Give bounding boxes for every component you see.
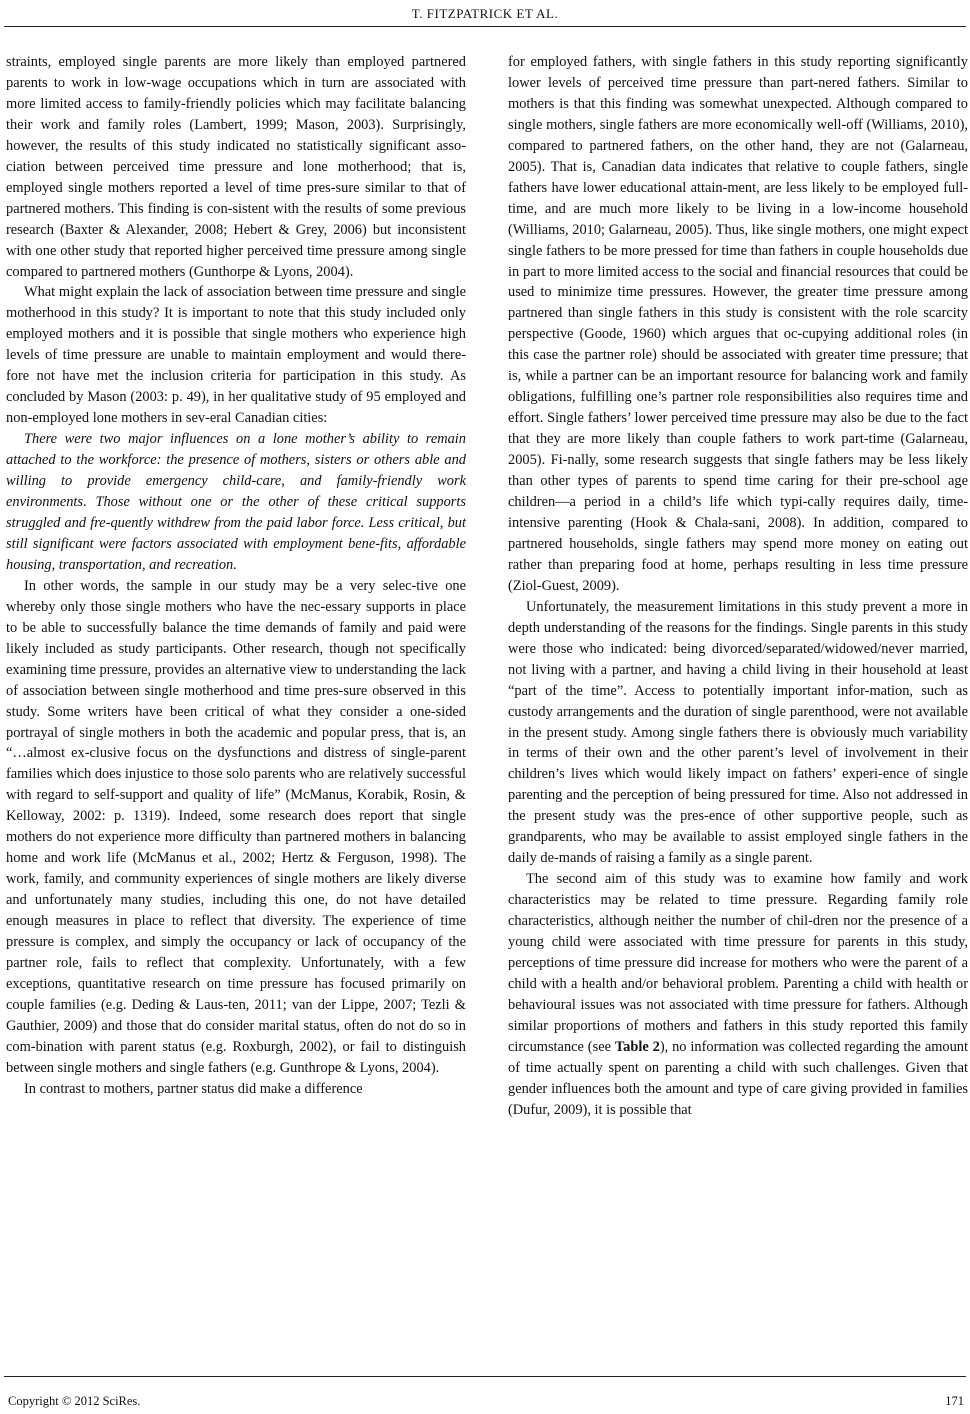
copyright-notice: Copyright © 2012 SciRes.: [8, 1394, 141, 1408]
quote-part-e: affordable housing: [6, 535, 466, 573]
quote-part-f: transportation: [55, 556, 142, 573]
quote-period: .: [83, 494, 87, 511]
right-paragraph-3-end: ), no information was collected regarding the amount of time actually spent on parenting a child with such challenges. Given that gender influences both the amount and type of care giving provided in families (Dufur, 2009), it is possible that: [508, 1038, 968, 1118]
quote-comma-2: ,: [439, 514, 444, 531]
left-paragraph-2: What might explain the lack of association between time pressure and single motherhood in this study? It is important to note that this study included only employed mothers and it is possible that single mothers who experience high levels of time pressure are unable to maintain employment and would there-fore not have met the inclusion criteria for participation in this study. As concluded by Mason (2003: p. 49), in her qualitative study of 95 employed and non-employed lone mothers in sev-eral Canadian cities:: [6, 284, 466, 427]
quote-part-d: but still significant were factors associated with employment bene-fits: [6, 514, 466, 552]
header-rule: [4, 26, 966, 27]
quote-comma-4: ,: [51, 556, 56, 573]
quote-part-a: There were two major influences on a lone mother’s ability to remain attached to the workforce: the presence of mothers, sisters or others able and willing to provide emergency child-care: [6, 431, 466, 490]
right-column: [508, 52, 968, 1121]
footer-rule: [4, 1376, 966, 1377]
left-paragraph-4: In contrast to mothers, partner status did make a difference: [24, 1080, 363, 1097]
left-paragraph-3: In other words, the sample in our study may be a very selec-tive one whereby only those single mothers who have the nec-essary supports in place to be able to successfully balance the time demands of family and paid were likely included as study participants. Other research, though not specifically examining time pressure, provides an alternative view to understanding the lack of association between single motherhood and time pres-sure observed in this study. Some writers have been critical of what they consider a one-sided portrayal of single mothers in both the academic and popular press, that is, an “…almost ex-clusive focus on the dysfunctions and distress of single-parent families which does injustice to those solo parents who are relatively successful with regard to self-support and quality of life” (McManus, Korabik, Rosin, & Kelloway, 2002: p. 1319). Indeed, some research does report that single mothers do not experience more difficulty than partnered mothers in balancing home and work life (McManus et al., 2002; Hertz & Ferguson, 1998). The work, family, and community experiences of single mothers are likely diverse and unfortunately many studies, including this one, do not have detailed enough measures in place to reflect that diversity. The experience of time pressure is complex, and simply the occupancy or lack of occupancy of the partner role, fails to reflect that complexity. Unfortunately, with a few exceptions, quantitative research on time pressure has focused primarily on couple families (e.g. Deding & Laus-ten, 2011; van der Lippe, 2007; Tezli & Gauthier, 2009) and those that do consider marital status, often do not do so in com-bination with parent status (e.g. Roxburgh, 2002), or fail to distinguish between single mothers and single fathers (e.g. Gunthrope & Lyons, 2004).: [6, 577, 466, 1076]
quote-comma-1: ,: [281, 473, 285, 490]
quote-comma-5: ,: [141, 556, 146, 573]
left-paragraph-1: straints, employed single parents are more likely than employed partnered parents to work in low-wage occupations which in turn are associated with more limited access to family-friendly policies which may facilitate balancing their work and family roles (Lambert, 1999; Mason, 2003). Surprisingly, however, the results of this study indicated no statistically significant asso-ciation between perceived time pressure and lone motherhood; that is, employed single mothers reported a level of time pres-sure similar to that of partnered mothers. This finding is con-sistent with the results of some previous research (Baxter & Alexander, 2008; Hebert & Grey, 2006) but inconsistent with one other study that reported higher perceived time pressure among single compared to partnered mothers (Gunthorpe & Lyons, 2004).: [6, 54, 466, 280]
right-paragraph-1: for employed fathers, with single fathers in this study reporting significantly lower levels of perceived time pressure than part-nered fathers. Similar to mothers is that this finding was somewhat unexpected. Although compared to single mothers, single fathers are more economically well-off (Williams, 2010), compared to partnered fathers, on the other hand, they are not (Galarneau, 2005). That is, Canadian data indicates that relative to couple fathers, single fathers have lower educational attain-ment, are less likely to be employed full-time, and are much more likely to be living in a low-income household (Williams, 2010; Galarneau, 2005). Thus, like single mothers, one might expect single fathers to be more pressed for time than fathers in couple households due in part to more limited access to the social and financial resources that could be used to minimize time pressures. However, the greater time pressure among partnered than single fathers in this study is consistent with the role scarcity perspective (Goode, 1960) which argues that oc-cupying additional roles (in this case the partner role) should be associated with greater time pressure; that is, while a partner can be an important resource for balancing work and family obligations, fulfilling one’s partner role responsibilities also requires time and effort. Single fathers’ lower perceived time pressure may also be due to the fact that they are more likely than couple fathers to work part-time (Galarneau, 2005). Fi-nally, some research suggests that single fathers may be less likely than other types of parents to spend time caring for their pre-school age children—a period in a child’s life which typi-cally requires daily, time-intensive parenting (Hook & Chala-sani, 2008). In addition, compared to partnered households, single fathers may spend more money on eating out rather than preparing food at home, perhaps resulting in less time pressure (Ziol-Guest, 2009).: [508, 54, 968, 594]
page-number: 171: [945, 1394, 964, 1408]
running-head: T. FITZPATRICK ET AL.: [411, 6, 559, 21]
right-paragraph-3-start: The second aim of this study was to examine how family and work characteristics may be related to time pressure. Regarding family role characteristics, although neither the number of chil-dren nor the presence of a young child were associated with time pressure for parents in this study, perceptions of time pressure did increase for mothers who were the parent of a child with a health and/or behavioral problem. Parenting a child with health or behavioural issues was not associated with time pressure for fathers. Although similar proportions of mothers and fathers in this study reported this family circumstance (see: [508, 871, 968, 1055]
table-2-reference-link[interactable]: Table 2: [614, 1038, 660, 1055]
quote-comma-3: ,: [397, 535, 402, 552]
right-paragraph-2: Unfortunately, the measurement limitations in this study prevent a more in depth understanding of the reasons for the findings. Single parents in this study were those who indicated: being divorced/separated/widowed/never married, not living with a partner, and having a child living in their household at least “part of the time”. Access to potentially important infor-mation, such as custody arrangements and the duration of single parenthood, were not available in the present study. Among single fathers there is obviously much variability in terms of their own and the other parent’s level of involvement in their children’s lives which would likely impact on fathers’ experi-ence of single parenting and the perception of being pressured for time. Also not addressed in the present study was the pres-ence of other supportive people, such as grandparents, who may be available to assist employed single fathers in the daily de-mands of raising a family as a single parent.: [508, 598, 968, 867]
quote-part-c: Those without one or the other of these critical supports struggled and fre-quently withdrew from the paid labor force. Less critical: [6, 494, 466, 531]
quote-part-b: and family-friendly work environments: [6, 473, 466, 511]
quote-part-g: and recreation.: [145, 556, 237, 573]
left-column: [6, 52, 466, 1100]
block-quote: [6, 429, 466, 576]
right-paragraph-3: [508, 869, 968, 1120]
